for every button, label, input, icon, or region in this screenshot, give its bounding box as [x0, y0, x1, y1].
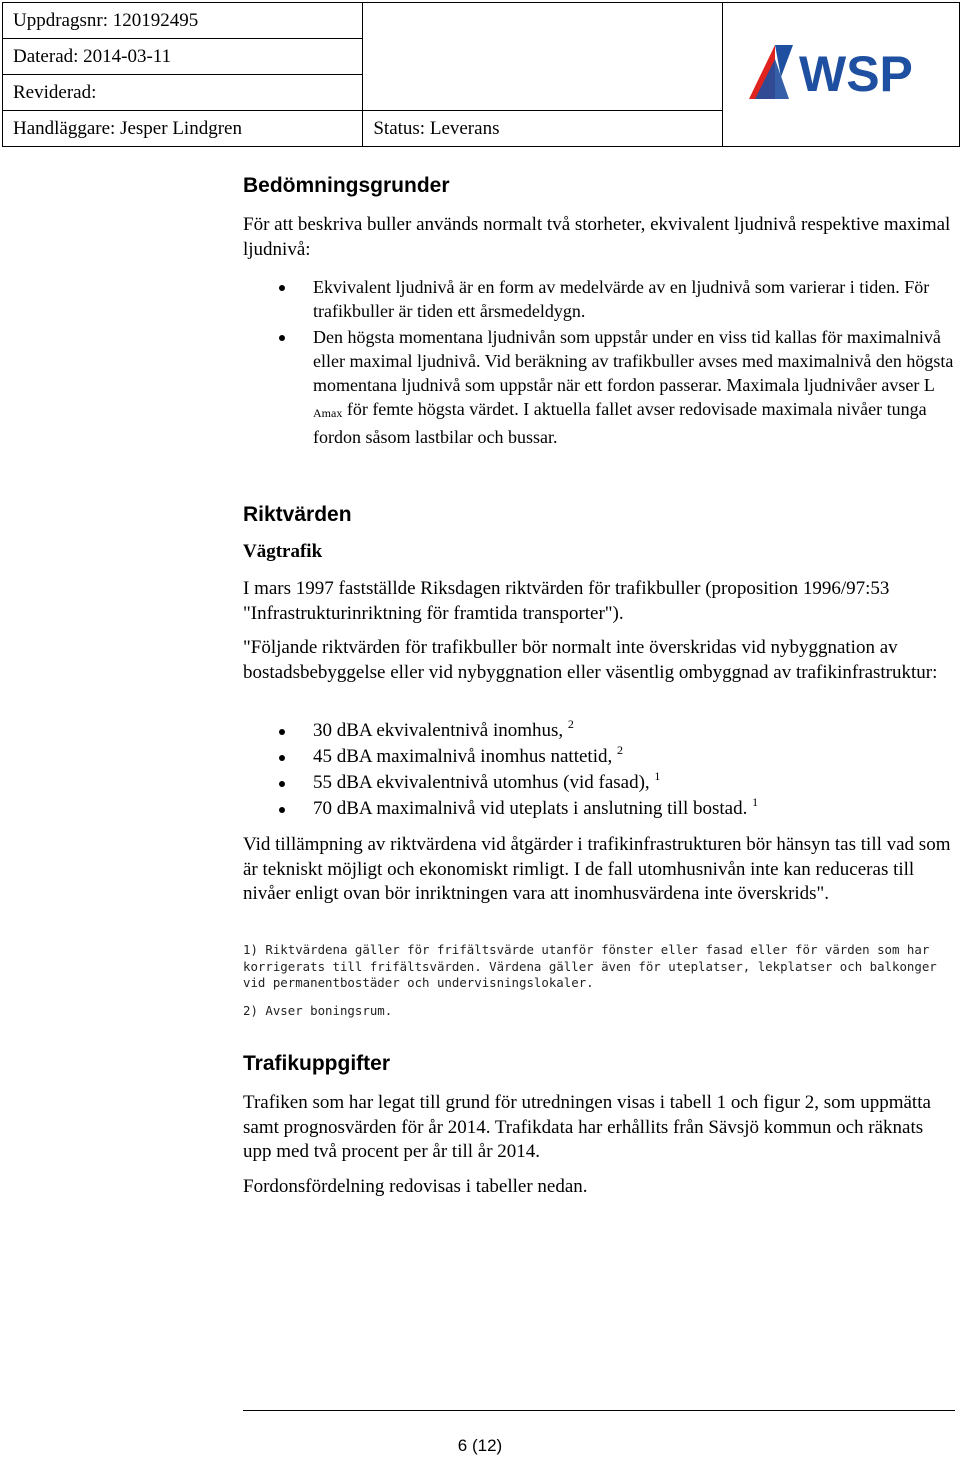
- subheading-vagtrafik: Vägtrafik: [243, 541, 323, 562]
- intro-paragraph: För att beskriva buller används normalt två storheter, ekvivalent ljudnivå respektive maximal ljudnivå:: [243, 214, 951, 260]
- wsp-logo: [741, 37, 941, 107]
- footnote-2: 2) Avser boningsrum.: [243, 1003, 393, 1018]
- list-item: Ekvivalent ljudnivå är en form av medelvärde av en ljudnivå som varierar i tiden. För trafikbuller är tiden ett årsmedeldygn.: [243, 275, 955, 323]
- status: Status: Leverans: [363, 111, 723, 147]
- paragraph: Trafiken som har legat till grund för utredningen visas i tabell 1 och figur 2, som uppmätta samt prognosvärden för år 2014. Trafikdata har erhållits från Sävsjö kommun och räknats upp med två procent per år till år 2014.: [243, 1092, 931, 1162]
- header-empty-cell: [363, 75, 723, 111]
- paragraph: I mars 1997 fastställde Riksdagen riktvärden för trafikbuller (proposition 1996/97:53 "Infrastrukturinriktning för framtida transporter").: [243, 578, 890, 624]
- list-item: Den högsta momentana ljudnivån som uppstår under en viss tid kallas för maximalnivå eller maximal ljudnivå. Vid beräkning av trafikbuller avses med maximalnivå den högsta momentana ljudnivå som uppstår när ett fordon passerar. Maximala ljudnivåer avser L $_{Amax}$ för femte högsta värdet. I aktuella fallet avser redovisade maximala nivåer tunga fordon såsom lastbilar och bussar.: [243, 325, 955, 449]
- heading-bedomningsgrunder: Bedömningsgrunder: [243, 174, 450, 197]
- quote-paragraph: "Följande riktvärden för trafikbuller bör normalt inte överskridas vid nybyggnation av bostadsbebyggelse eller vid nybyggnation eller väsentlig ombyggnad av trafikinfrastruktur:: [243, 637, 938, 683]
- assignment-number: Uppdragsnr: 120192495: [3, 3, 363, 39]
- footnote-1: 1) Riktvärdena gäller för frifältsvärde utanför fönster eller fasad eller för värden som har korrigerats till frifältsvärden. Värdena gäller även för uteplatser, lekplatser och balkonger vid permanentbostäder och undervisningslokaler.: [243, 942, 937, 990]
- dated: Daterad: 2014-03-11: [3, 39, 363, 75]
- document-header: [2, 2, 960, 147]
- revised: Reviderad:: [3, 75, 363, 111]
- guideline-list: [243, 718, 955, 822]
- definition-list: [243, 275, 955, 449]
- list-item: 70 dBA maximalnivå vid uteplats i anslutning till bostad. $^1$: [243, 796, 955, 822]
- page-number: 6 (12): [457, 1436, 503, 1455]
- handler: Handläggare: Jesper Lindgren: [3, 111, 363, 147]
- paragraph: Fordonsfördelning redovisas i tabeller nedan.: [243, 1176, 588, 1197]
- header-empty-cell: [363, 3, 723, 39]
- list-item: 30 dBA ekvivalentnivå inomhus, $^2$: [243, 718, 955, 744]
- heading-trafikuppgifter: Trafikuppgifter: [243, 1052, 391, 1075]
- logo-cell: [723, 3, 960, 147]
- list-item: 55 dBA ekvivalentnivå utomhus (vid fasad), $^1$: [243, 770, 955, 796]
- footer-divider: [243, 1410, 955, 1411]
- list-item: 45 dBA maximalnivå inomhus nattetid, $^2$: [243, 744, 955, 770]
- heading-riktvarden: Riktvärden: [243, 503, 352, 526]
- header-empty-cell: [363, 39, 723, 75]
- paragraph: Vid tillämpning av riktvärdena vid åtgärder i trafikinfrastrukturen bör hänsyn tas till vad som är tekniskt möjligt och ekonomiskt rimligt. I de fall utomhusnivån inte kan reduceras till nivåer enligt ovan bör inriktningen vara att inomhusvärdena inte överskrids".: [243, 834, 951, 904]
- svg-text:WSP: WSP: [799, 45, 913, 102]
